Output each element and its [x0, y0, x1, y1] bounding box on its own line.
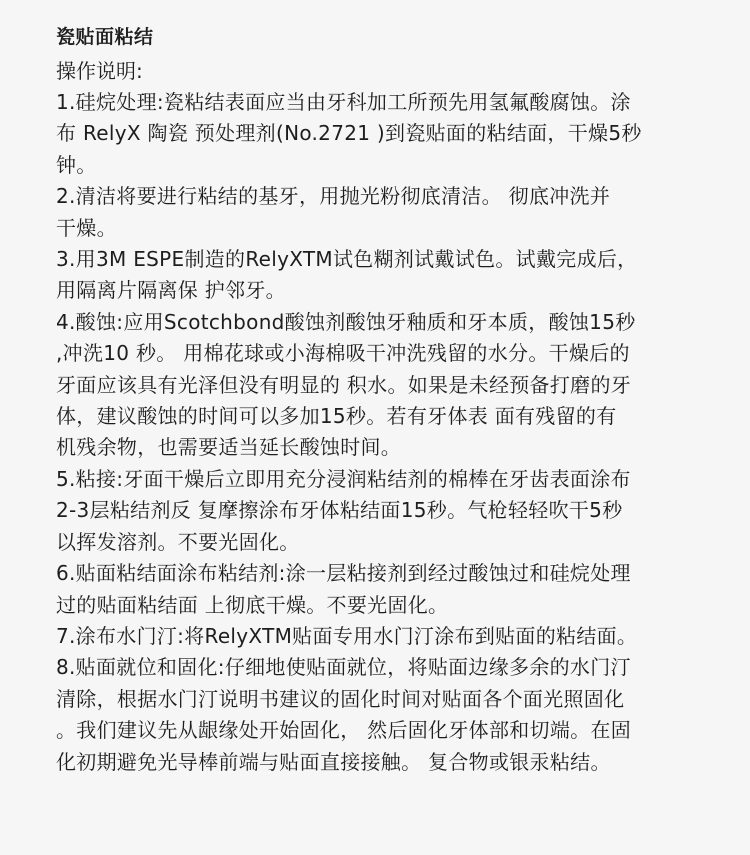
step-5-line-1: 5.粘接:牙面干燥后立即用充分浸润粘结剂的棉棒在牙齿表面涂布	[56, 466, 631, 491]
step-2-line-2: 干燥。	[56, 215, 117, 240]
step-4-line-3: 牙面应该具有光泽但没有明显的 积水。如果是未经预备打磨的牙	[56, 372, 632, 397]
step-4-line-2: ,冲洗10 秒。 用棉花球或小海棉吸干冲洗残留的水分。干燥后的	[56, 341, 630, 366]
step-4-line-5: 机残余物，也需要适当延长酸蚀时间。	[56, 435, 402, 460]
step-3-line-2: 用隔离片隔离保 护邻牙。	[56, 278, 286, 303]
step-6-line-1: 6.贴面粘结面涂布粘结剂:涂一层粘接剂到经过酸蚀过和硅烷处理	[56, 561, 631, 586]
step-5-line-2: 2-3层粘结剂反 复摩擦涂布牙体粘结面15秒。气枪轻轻吹干5秒	[56, 498, 623, 523]
step-8-line-3: 。我们建议先从龈缘处开始固化， 然后固化牙体部和切端。在固	[56, 718, 632, 743]
step-8-line-1: 8.贴面就位和固化:仔细地使贴面就位，将贴面边缘多余的水门汀	[56, 655, 631, 680]
step-3-line-1: 3.用3M ESPE制造的RelyXTM试色糊剂试戴试色。试戴完成后，	[56, 247, 638, 272]
step-8-line-2: 清除，根据水门汀说明书建议的固化时间对贴面各个面光照固化	[56, 686, 625, 711]
step-6-veneer-adhesive	[56, 558, 710, 621]
step-5-bonding	[56, 464, 710, 558]
step-7-line-1: 7.涂布水门汀:将RelyXTM贴面专用水门汀涂布到贴面的粘结面。	[56, 623, 638, 648]
instructions-heading: 操作说明:	[56, 59, 143, 83]
step-8-seating-and-curing	[56, 652, 710, 778]
step-2-cleaning	[56, 181, 710, 244]
step-6-line-2: 过的贴面粘结面 上彻底干燥。不要光固化。	[56, 592, 449, 617]
step-4-line-1: 4.酸蚀:应用Scotchbond酸蚀剂酸蚀牙釉质和牙本质，酸蚀15秒	[56, 309, 636, 334]
step-5-line-3: 以挥发溶剂。不要光固化。	[56, 529, 300, 554]
step-1-line-3: 钟。	[56, 152, 97, 177]
document-title: 瓷贴面粘结	[56, 26, 154, 48]
step-1-line-2: 布 RelyX 陶瓷 预处理剂(No.2721 )到瓷贴面的粘结面，干燥5秒	[56, 121, 642, 146]
step-7-cement-application	[56, 621, 710, 652]
step-4-line-4: 体，建议酸蚀的时间可以多加15秒。若有牙体表 面有残留的有	[56, 404, 617, 429]
step-2-line-1: 2.清洁将要进行粘结的基牙，用抛光粉彻底清洁。 彻底冲洗并	[56, 184, 611, 209]
step-3-try-in	[56, 244, 710, 307]
step-8-line-4: 化初期避免光导棒前端与贴面直接接触。 复合物或银汞粘结。	[56, 749, 611, 774]
step-1-silane-treatment	[56, 87, 710, 181]
step-4-etching	[56, 307, 710, 464]
step-1-line-1: 1.硅烷处理:瓷粘结表面应当由牙科加工所预先用氢氟酸腐蚀。涂	[56, 90, 631, 114]
